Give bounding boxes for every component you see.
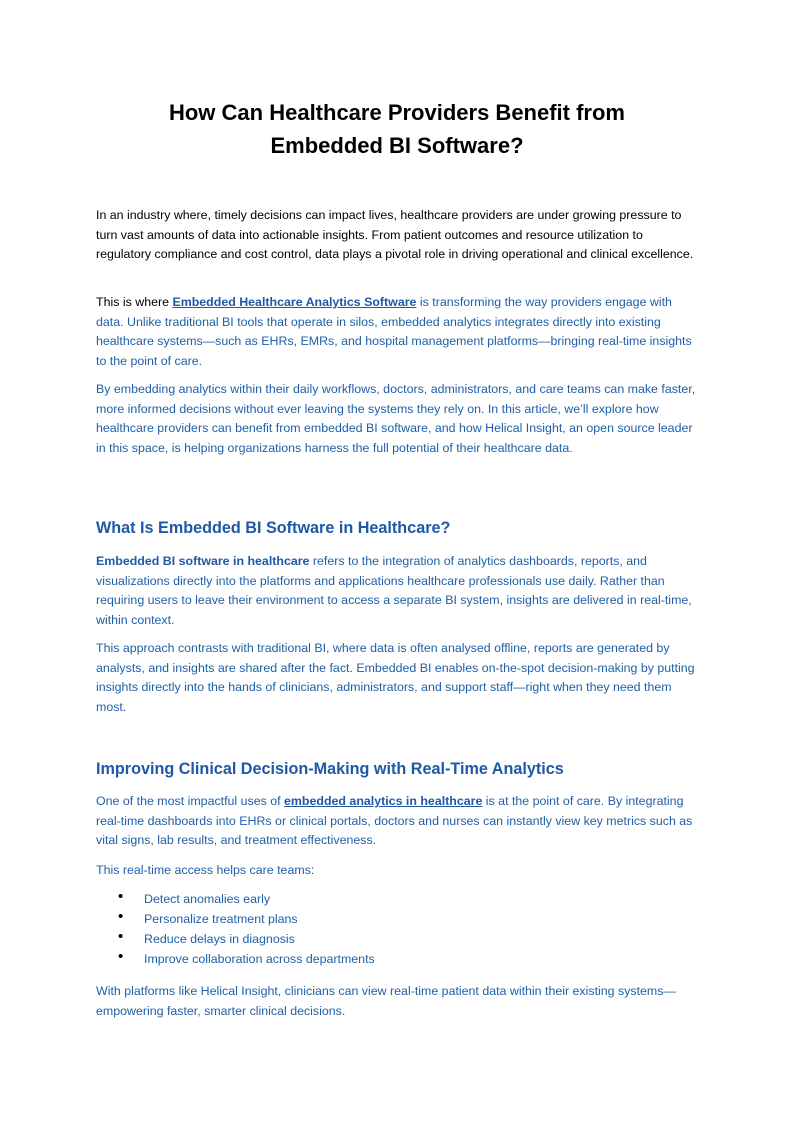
bullet-icon: • [118, 888, 124, 905]
embedded-healthcare-analytics-link[interactable]: Embedded Healthcare Analytics Software [172, 295, 417, 309]
section1-paragraph-1-rest: refers to the integration of analytics dashboards, reports, and visualizations directly into the platforms and applications healthcare professionals use daily. Rather than requiring users to leave their environment to access a separate BI system, insights are delivered in real-time, within context. [96, 554, 692, 627]
intro-paragraph-2 [96, 293, 698, 371]
list-item [96, 929, 698, 949]
list-item [96, 949, 698, 969]
section-heading-clinical-decisions: Improving Clinical Decision-Making with Real-Time Analytics [96, 760, 564, 778]
list-item-text: Reduce delays in diagnosis [144, 932, 295, 946]
section2-paragraph-1-lead: One of the most impactful uses of [96, 794, 285, 808]
list-item [96, 889, 698, 909]
bullet-icon: • [118, 948, 124, 965]
intro-paragraph-2-rest: is transforming the way providers engage with data. Unlike traditional BI tools that operate in silos, embedded analytics integrates directly into existing healthcare systems—such as EHRs, EMRs, and hospital management platforms—bringing real-time insights to the point of care. [96, 295, 692, 368]
list-item-text: Personalize treatment plans [144, 912, 298, 926]
intro-paragraph-3: By embedding analytics within their daily workflows, doctors, administrators, and care teams can make faster, more informed decisions without ever leaving the systems they rely on. In this article, we’ll explore how healthcare providers can benefit from embedded BI software, and how Helical Insight, an open source leader in this space, is helping organizations harness the full potential of their healthcare data. [96, 382, 696, 455]
bullet-icon: • [118, 928, 124, 945]
section2-paragraph-1-rest: is at the point of care. By integrating real-time dashboards into EHRs or clinical portals, doctors and nurses can instantly view key metrics such as vital signs, lab results, and treatment effectiveness. [96, 794, 693, 848]
section2-paragraph-3: With platforms like Helical Insight, clinicians can view real-time patient data within their existing systems—empowering faster, smarter clinical decisions. [96, 984, 676, 1018]
section2-paragraph-2: This real-time access helps care teams: [96, 863, 315, 877]
benefits-bullet-list [96, 889, 698, 969]
list-item-text: Improve collaboration across departments [144, 952, 375, 966]
list-item [96, 909, 698, 929]
section1-paragraph-2: This approach contrasts with traditional BI, where data is often analysed offline, reports are generated by analysts, and insights are shared after the fact. Embedded BI enables on-the-spot decision-making by putting insights directly into the hands of clinicians, administrators, and support staff—right when they need them most. [96, 641, 695, 714]
title-line-1: How Can Healthcare Providers Benefit from [168, 100, 625, 125]
bullet-icon: • [118, 908, 124, 925]
title-line-2: Embedded BI Software? [270, 133, 524, 158]
list-item-text: Detect anomalies early [144, 892, 271, 906]
intro-paragraph-2-lead: This is where [96, 295, 173, 309]
intro-paragraph-1: In an industry where, timely decisions can impact lives, healthcare providers are under growing pressure to turn vast amounts of data into actionable insights. From patient outcomes and resource utilization to regulatory compliance and cost control, data plays a pivotal role in driving operational and clinical excellence. [96, 208, 694, 262]
section-heading-embedded-bi: What Is Embedded BI Software in Healthcare? [96, 519, 451, 537]
section2-paragraph-1 [96, 792, 698, 851]
page-title [96, 96, 698, 162]
embedded-analytics-in-healthcare-link[interactable]: embedded analytics in healthcare [284, 794, 483, 808]
section1-bold-term: Embedded BI software in healthcare [96, 554, 310, 568]
section1-paragraph-1 [96, 552, 698, 630]
